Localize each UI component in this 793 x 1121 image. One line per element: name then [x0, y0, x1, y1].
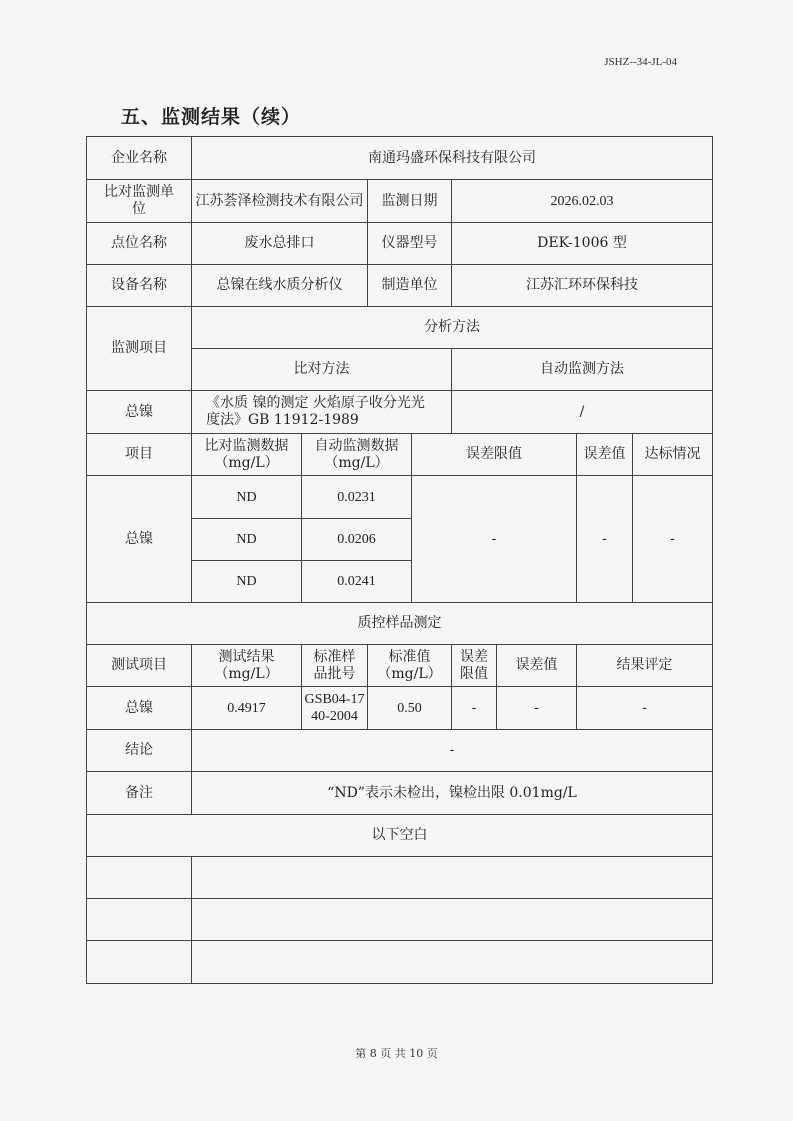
- qc-standard: 0.50: [368, 687, 452, 730]
- remark-label: 备注: [87, 772, 192, 815]
- compare-value-2: ND: [192, 519, 302, 561]
- qc-header-standard: 标准值（mg/L）: [368, 645, 452, 687]
- qc-header-batch: 标准样品批号: [302, 645, 368, 687]
- auto-value-3: 0.0241: [302, 561, 412, 603]
- conclusion-label: 结论: [87, 730, 192, 772]
- error-value: -: [577, 476, 633, 603]
- auto-value-1: 0.0231: [302, 476, 412, 519]
- results-header-item: 项目: [87, 434, 192, 476]
- qc-header-result: 测试结果（mg/L）: [192, 645, 302, 687]
- qc-header-error-value: 误差值: [497, 645, 577, 687]
- results-item: 总镍: [87, 476, 192, 603]
- results-header-auto: 自动监测数据（mg/L）: [302, 434, 412, 476]
- section-title: 五、监测结果（续）: [121, 106, 302, 128]
- device-value: 总镍在线水质分析仪: [192, 265, 368, 307]
- maker-value: 江苏汇环环保科技: [452, 265, 713, 307]
- maker-label: 制造单位: [368, 265, 452, 307]
- empty-cell: [87, 857, 192, 899]
- qc-item: 总镍: [87, 687, 192, 730]
- auto-value-2: 0.0206: [302, 519, 412, 561]
- auto-method-value: /: [452, 391, 713, 434]
- compare-value-1: ND: [192, 476, 302, 519]
- page-number: 第 8 页 共 10 页: [355, 1047, 438, 1060]
- model-value: DEK-1006 型: [452, 223, 713, 265]
- empty-cell: [192, 941, 713, 984]
- qc-title: 质控样品测定: [87, 603, 713, 645]
- auto-method-label: 自动监测方法: [452, 349, 713, 391]
- point-label: 点位名称: [87, 223, 192, 265]
- compare-method-label: 比对方法: [192, 349, 452, 391]
- compare-unit-value: 江苏荟泽检测技术有限公司: [192, 180, 368, 223]
- qc-evaluation: -: [577, 687, 713, 730]
- empty-cell: [87, 941, 192, 984]
- compliance-value: -: [633, 476, 713, 603]
- qc-batch: GSB04-1740-2004: [302, 687, 368, 730]
- qc-header-item: 测试项目: [87, 645, 192, 687]
- monitoring-results-table: [86, 136, 713, 984]
- error-limit-value: -: [412, 476, 577, 603]
- document-code: JSHZ--34-JL-04: [604, 56, 677, 68]
- qc-error-limit: -: [452, 687, 497, 730]
- qc-error-value: -: [497, 687, 577, 730]
- results-header-compare: 比对监测数据（mg/L）: [192, 434, 302, 476]
- qc-header-error-limit: 误差限值: [452, 645, 497, 687]
- device-label: 设备名称: [87, 265, 192, 307]
- remark-value: “ND”表示未检出，镍检出限 0.01mg/L: [192, 772, 713, 815]
- qc-result: 0.4917: [192, 687, 302, 730]
- results-header-compliance: 达标情况: [633, 434, 713, 476]
- empty-cell: [87, 899, 192, 941]
- conclusion-value: -: [192, 730, 713, 772]
- point-value: 废水总排口: [192, 223, 368, 265]
- compare-unit-label: 比对监测单位: [87, 180, 192, 223]
- empty-cell: [192, 899, 713, 941]
- compare-value-3: ND: [192, 561, 302, 603]
- company-label: 企业名称: [87, 137, 192, 180]
- results-header-error-value: 误差值: [577, 434, 633, 476]
- empty-cell: [192, 857, 713, 899]
- company-value: 南通玛盛环保科技有限公司: [192, 137, 713, 180]
- analysis-method-label: 分析方法: [192, 307, 713, 349]
- monitor-item-label: 监测项目: [87, 307, 192, 391]
- model-label: 仪器型号: [368, 223, 452, 265]
- date-value: 2026.02.03: [452, 180, 713, 223]
- results-header-error-limit: 误差限值: [412, 434, 577, 476]
- method-item: 总镍: [87, 391, 192, 434]
- qc-header-evaluation: 结果评定: [577, 645, 713, 687]
- blank-notice: 以下空白: [87, 815, 713, 857]
- compare-method-value: 《水质 镍的测定 火焰原子收分光光度法》GB 11912-1989: [192, 391, 452, 434]
- date-label: 监测日期: [368, 180, 452, 223]
